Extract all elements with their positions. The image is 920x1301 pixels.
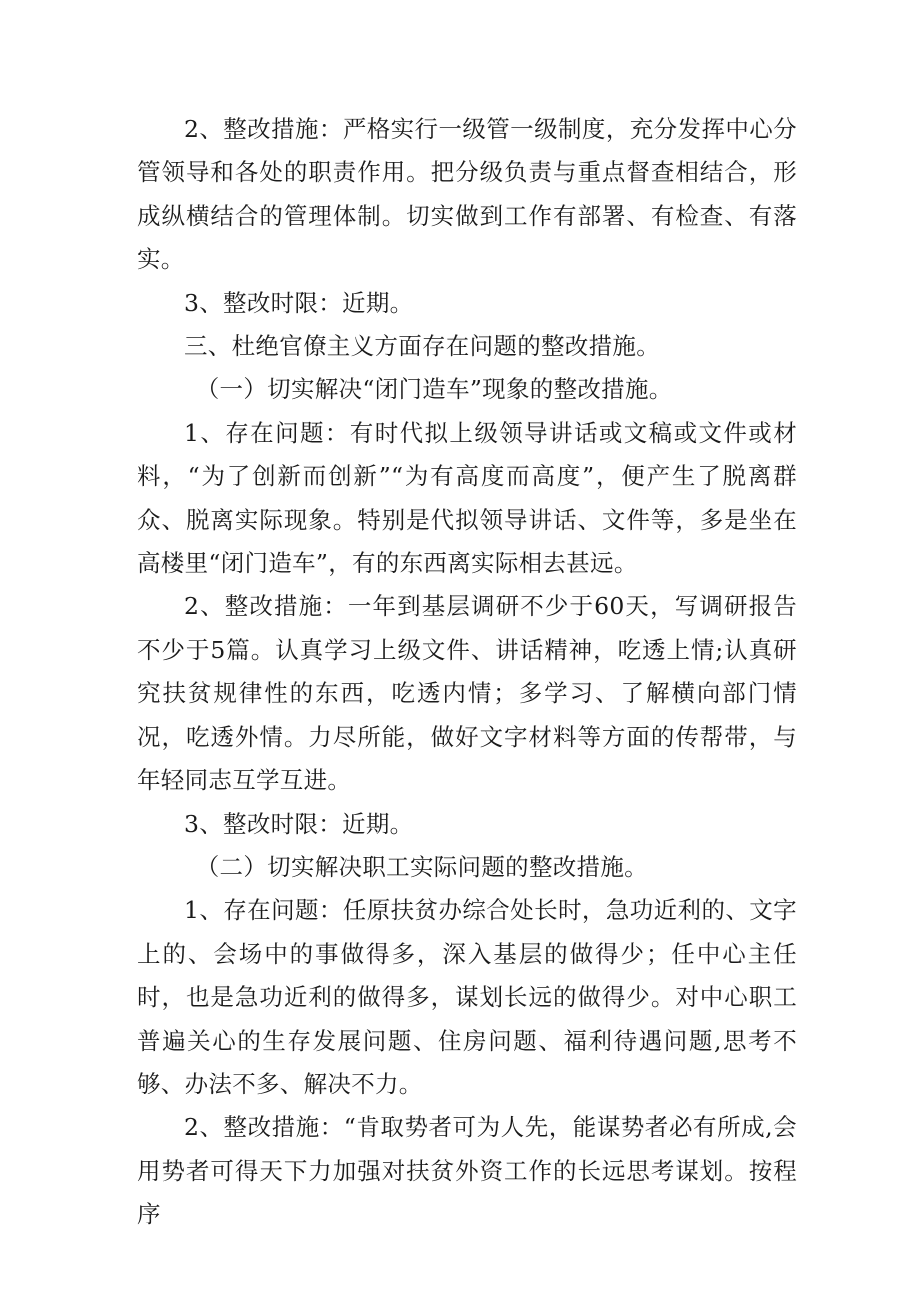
paragraph-measures-2: 2、整改措施：一年到基层调研不少于60天，写调研报告不少于5篇。认真学习上级文件、讲话精神，吃透上情;认真研究扶贫规律性的东西，吃透内情；多学习、了解横向部门情况，吃透外情。力尽所能，做好文字材料等方面的传帮带，与年轻同志互学互进。 bbox=[137, 592, 797, 795]
section-heading-bureaucratism: 三、杜绝官僚主义方面存在问题的整改措施。 bbox=[184, 332, 660, 361]
document-body bbox=[137, 108, 797, 1237]
paragraph-measures-1: 2、整改措施：严格实行一级管一级制度，充分发挥中心分管领导和各处的职责作用。把分级负责与重点督查相结合，形成纵横结合的管理体制。切实做到工作有部署、有检查、有落实。 bbox=[137, 115, 797, 274]
paragraph-problem-1: 1、存在问题：有时代拟上级领导讲话或文稿或文件或材料，“为了创新而创新”“为有高度而高度”，便产生了脱离群众、脱离实际现象。特别是代拟领导讲话、文件等，多是坐在高楼里“闭门造车”，有的东西离实际相去甚远。 bbox=[137, 418, 797, 578]
subsection-heading-closed-door: （一）切实解决“闭门造车”现象的整改措施。 bbox=[195, 375, 673, 404]
paragraph-deadline-1: 3、整改时限：近期。 bbox=[184, 288, 414, 317]
subsection-heading-staff-issues: （二）切实解决职工实际问题的整改措施。 bbox=[195, 852, 648, 881]
paragraph-problem-2: 1、存在问题：任原扶贫办综合处长时，急功近利的、文字上的、会场中的事做得多，深入基层的做得少；任中心主任时，也是急功近利的做得多，谋划长远的做得少。对中心职工普遍关心的生存发展问题、住房问题、福利待遇问题,思考不够、办法不多、解决不力。 bbox=[137, 896, 797, 1098]
paragraph-measures-3: 2、整改措施：“肯取势者可为人先，能谋势者必有所成,会用势者可得天下力加强对扶贫外资工作的长远思考谋划。按程序 bbox=[137, 1113, 797, 1229]
paragraph-deadline-2: 3、整改时限：近期。 bbox=[184, 809, 414, 838]
